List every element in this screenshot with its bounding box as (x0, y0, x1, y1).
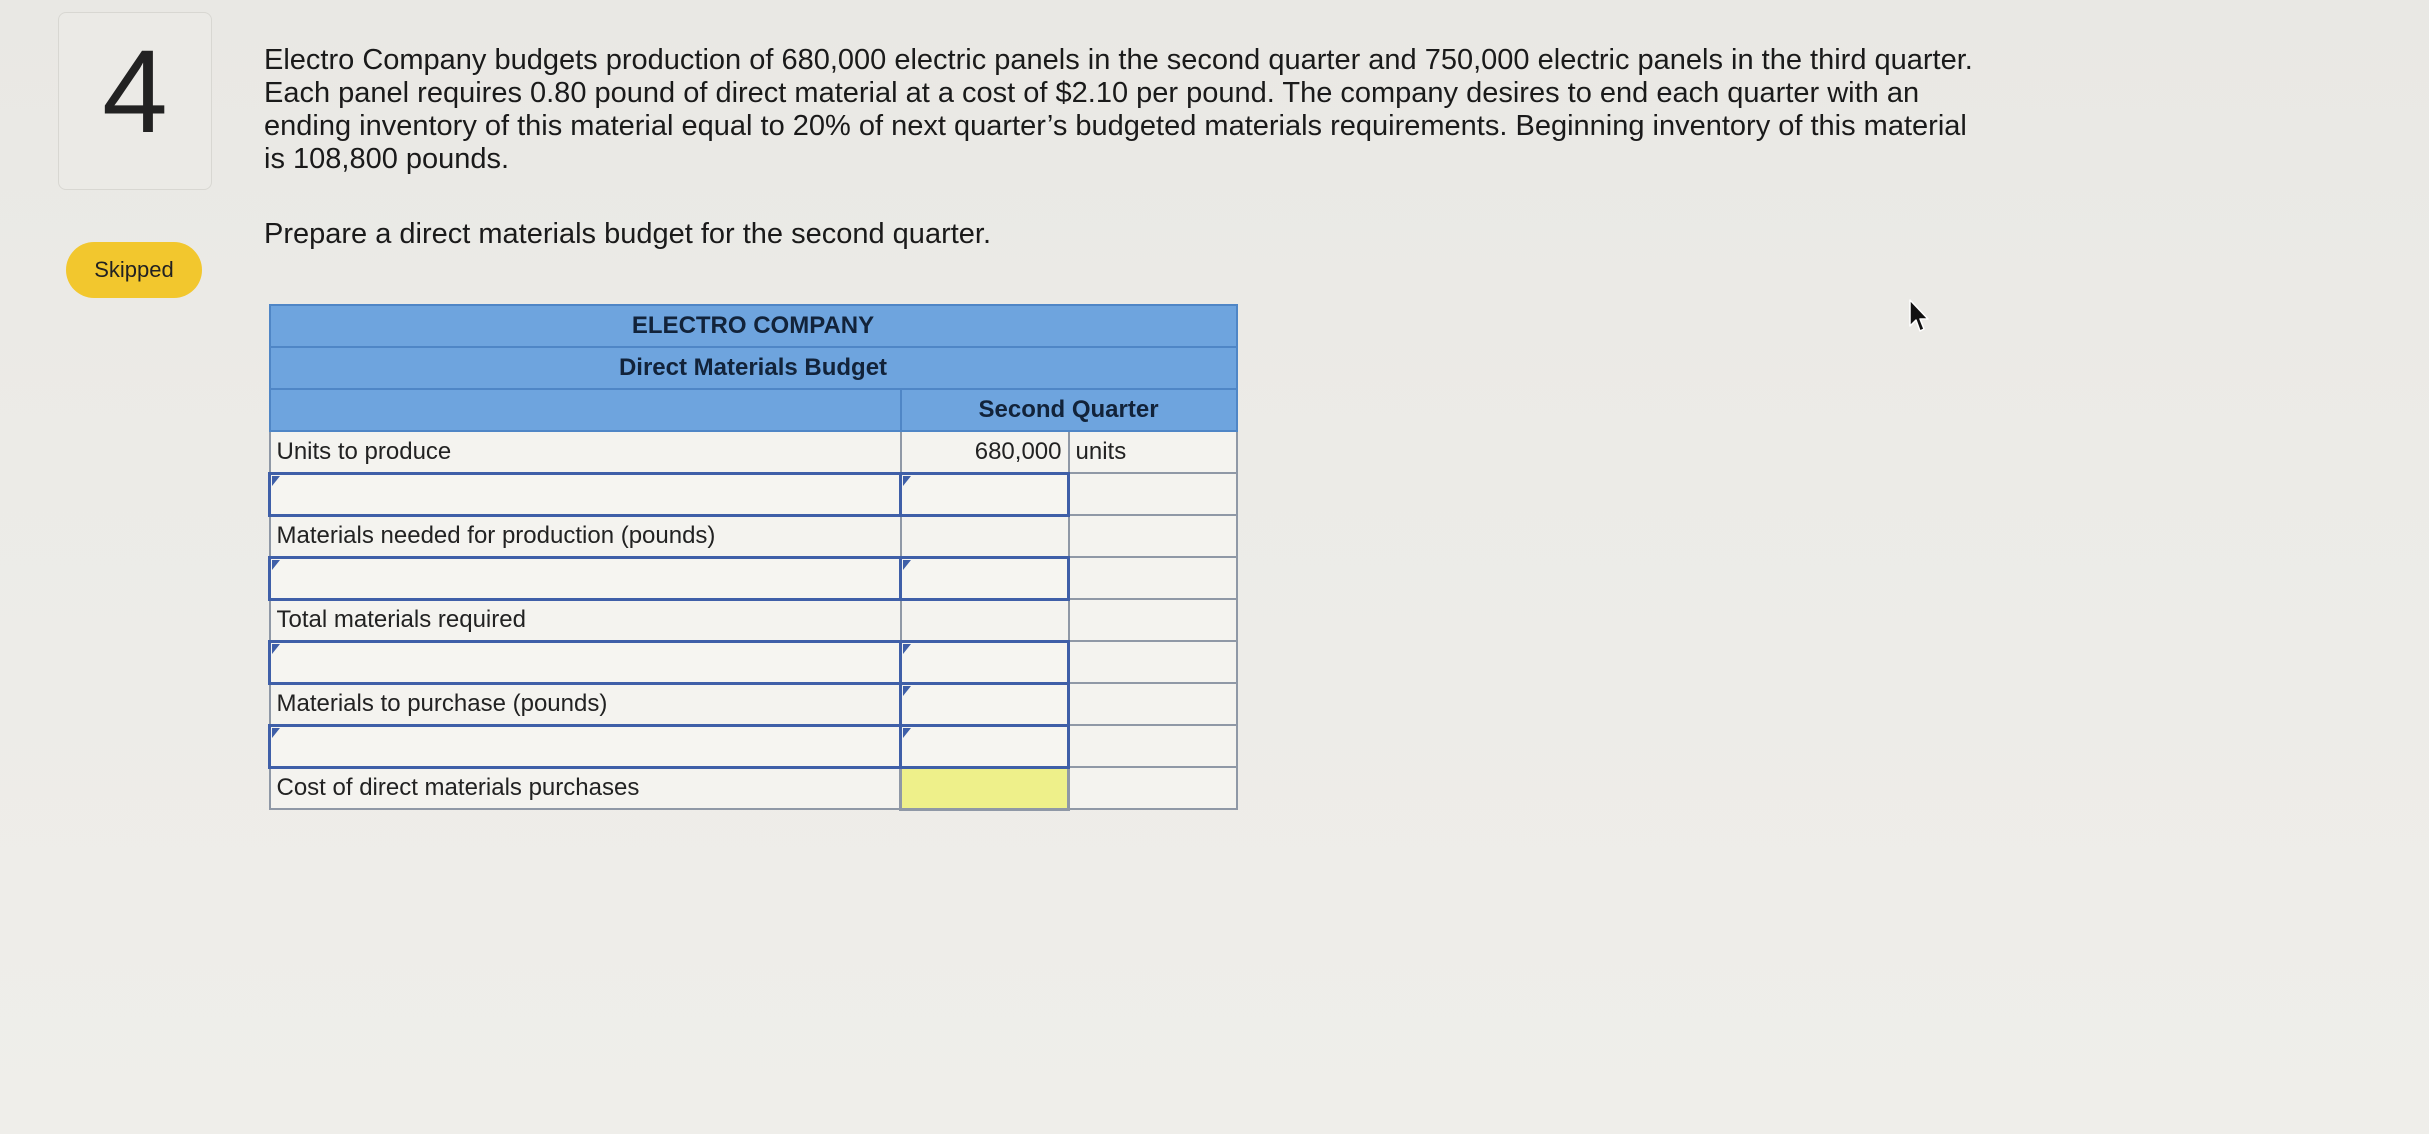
prompt-line-3: ending inventory of this material equal to 20% of next quarter’s budgeted materials requirements. Beginning inventory of this material (264, 110, 1967, 142)
row-value: 680,000 (901, 431, 1069, 473)
question-prompt (264, 44, 2084, 176)
column-header-second-quarter: Second Quarter (901, 389, 1237, 431)
row-unit (1069, 767, 1237, 809)
row-value (901, 599, 1069, 641)
row-label: Materials needed for production (pounds) (270, 515, 901, 557)
table-row (270, 431, 1237, 473)
table-row (270, 473, 1237, 515)
prompt-line-2: Each panel requires 0.80 pound of direct material at a cost of $2.10 per pound. The company desires to end each quarter with an (264, 77, 1920, 109)
row-value-input[interactable] (901, 683, 1069, 725)
row-label: Total materials required (270, 599, 901, 641)
question-number-card (58, 12, 212, 190)
table-row (270, 641, 1237, 683)
table-row (270, 515, 1237, 557)
row-label: Cost of direct materials purchases (270, 767, 901, 809)
table-title: Direct Materials Budget (270, 347, 1237, 389)
table-row (270, 599, 1237, 641)
status-badge: Skipped (66, 242, 202, 298)
row-unit (1069, 515, 1237, 557)
table-row (270, 767, 1237, 809)
row-unit (1069, 599, 1237, 641)
question-number: 4 (102, 26, 168, 158)
row-value-input[interactable] (901, 641, 1069, 683)
row-value-input[interactable] (901, 557, 1069, 599)
table-company-name: ELECTRO COMPANY (270, 305, 1237, 347)
row-label-dropdown[interactable] (270, 473, 901, 515)
row-label-dropdown[interactable] (270, 641, 901, 683)
prompt-line-1: Electro Company budgets production of 680,000 electric panels in the second quarter and 750,000 electric panels in the third quarter. (264, 44, 1973, 76)
row-label-dropdown[interactable] (270, 725, 901, 767)
row-label: Units to produce (270, 431, 901, 473)
prompt-line-4: is 108,800 pounds. (264, 143, 510, 175)
row-label: Materials to purchase (pounds) (270, 683, 901, 725)
row-unit (1069, 641, 1237, 683)
row-unit (1069, 473, 1237, 515)
row-value-input[interactable] (901, 473, 1069, 515)
row-unit (1069, 725, 1237, 767)
table-row (270, 557, 1237, 599)
row-value (901, 515, 1069, 557)
answer-cell[interactable] (901, 767, 1069, 809)
row-label-dropdown[interactable] (270, 557, 901, 599)
direct-materials-budget-table (268, 304, 1238, 811)
mouse-pointer-icon (1908, 298, 1934, 334)
header-blank-cell (270, 389, 901, 431)
table-row (270, 725, 1237, 767)
table-row (270, 683, 1237, 725)
question-instruction: Prepare a direct materials budget for the second quarter. (264, 218, 992, 250)
row-unit (1069, 683, 1237, 725)
row-unit: units (1069, 431, 1237, 473)
row-unit (1069, 557, 1237, 599)
row-value-input[interactable] (901, 725, 1069, 767)
